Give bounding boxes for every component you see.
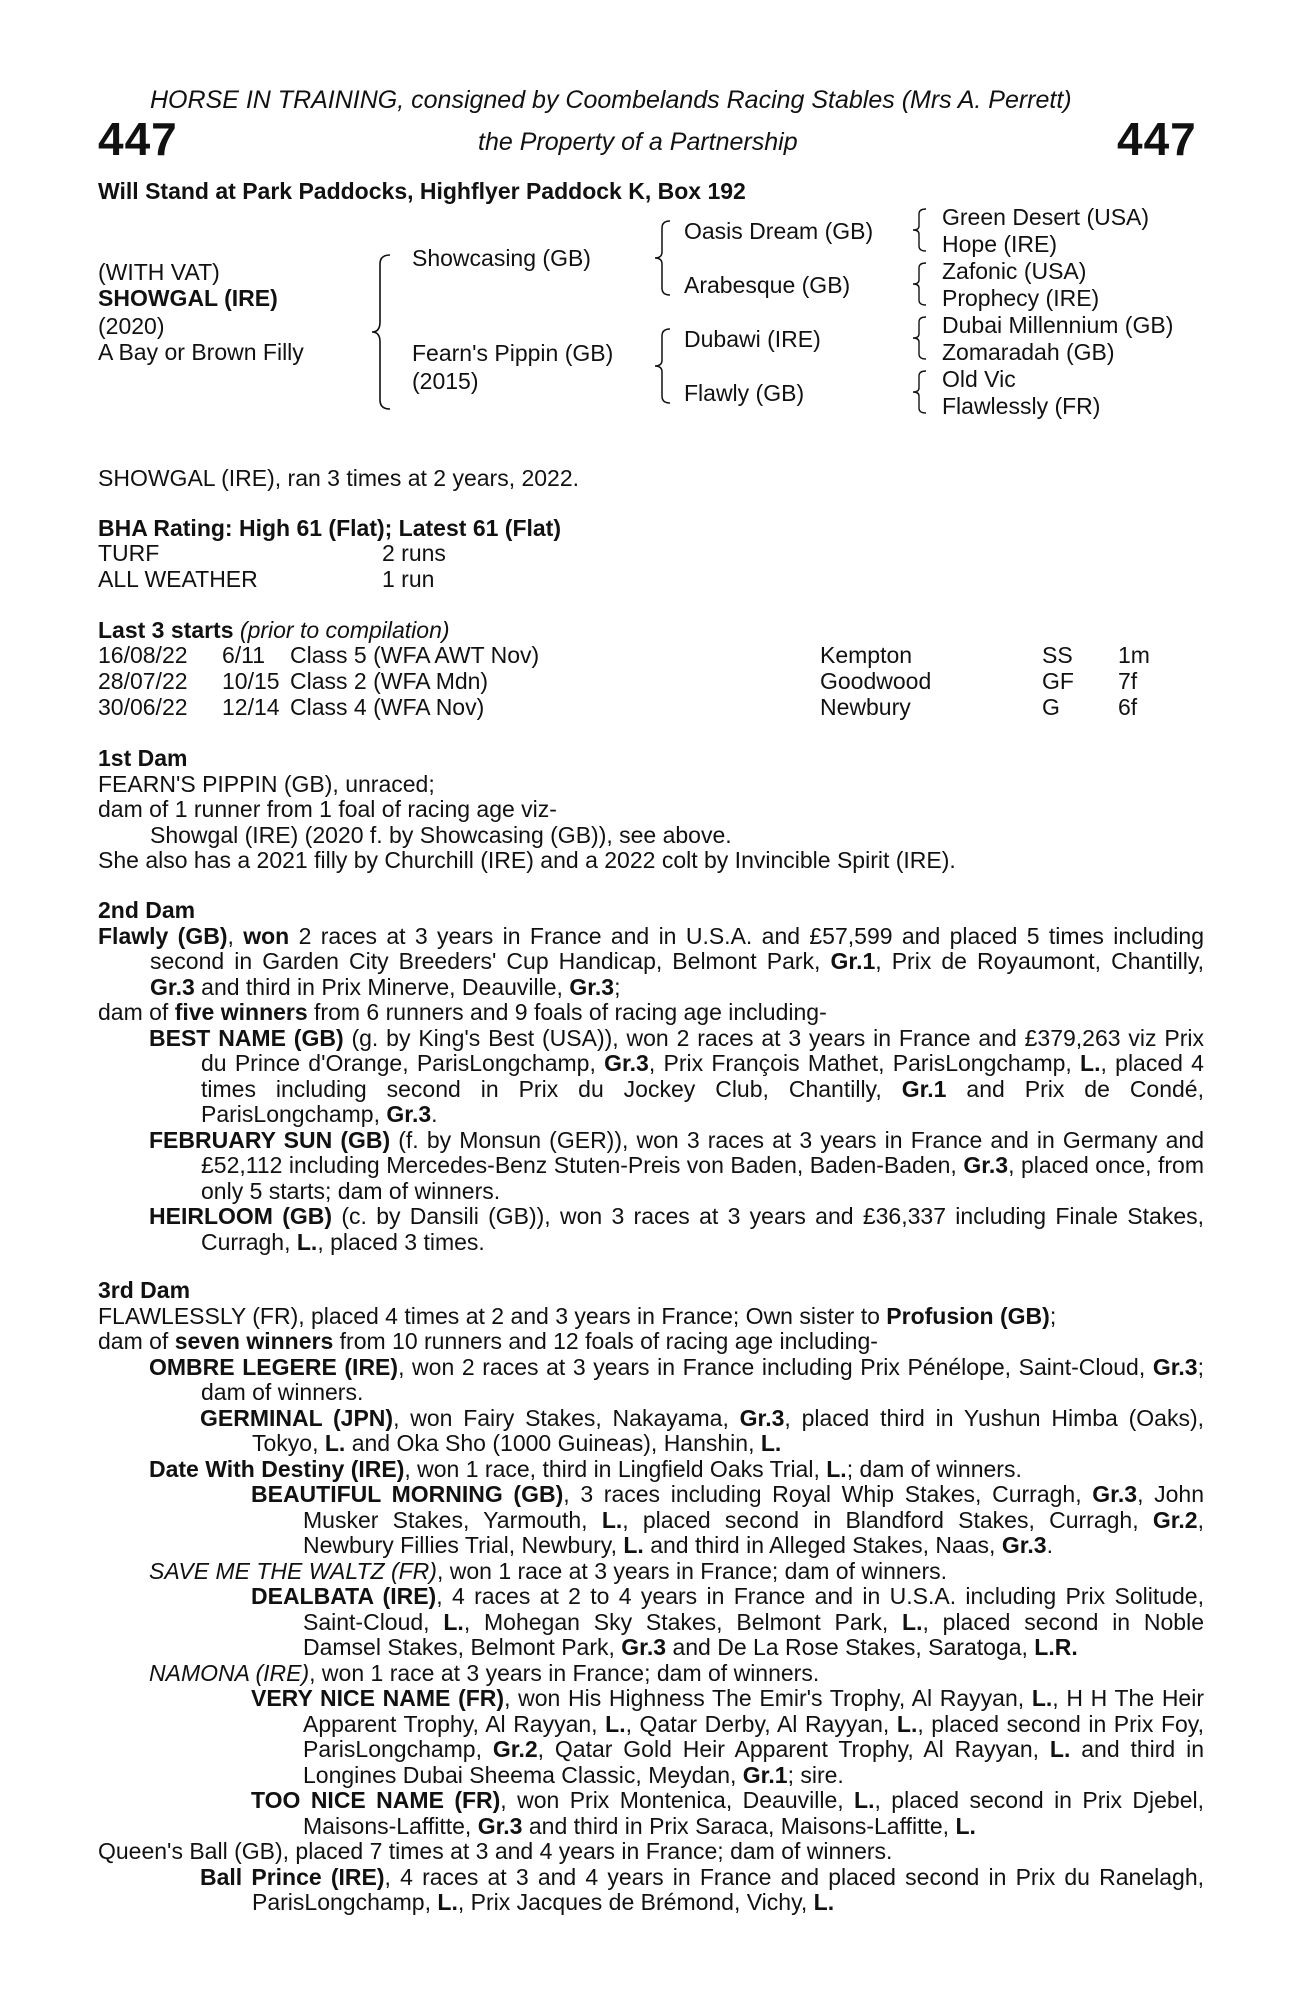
february-sun-text-b: , placed once, from only 5 starts; dam of winners. xyxy=(201,1152,1204,1204)
ball-prince-text-b: , Prix Jacques de Brémond, Vichy, xyxy=(457,1889,814,1915)
beautiful-morning-text-b: , John Musker Stakes, Yarmouth, xyxy=(303,1481,1205,1533)
start-2-date: 28/07/22 xyxy=(98,668,188,694)
too-nice-name-listed-a: L. xyxy=(854,1787,875,1813)
second-dam-flawly xyxy=(98,924,1204,1001)
start-3-dist: 6f xyxy=(1118,694,1138,720)
dealbata-text-c: , placed second in Noble Damsel Stakes, Belmont Park, xyxy=(303,1608,1204,1660)
last-starts-heading xyxy=(98,618,450,644)
flawlessly-text: FLAWLESSLY (FR), placed 4 times at 2 and 3 years in France; Own sister to xyxy=(98,1302,887,1329)
start-1-pos: 6/11 xyxy=(222,642,266,668)
flawly-comma: , xyxy=(227,922,244,949)
date-with-destiny-listed: L. xyxy=(826,1455,847,1482)
very-nice-name-entry xyxy=(98,1686,1204,1788)
very-nice-name-text-a: , won His Highness The Emir's Trophy, Al Rayyan, xyxy=(504,1685,1032,1711)
february-sun-gr3: Gr.3 xyxy=(963,1152,1009,1178)
start-1-race: Class 5 (WFA AWT Nov) xyxy=(290,642,540,668)
pedigree-ggp-2: Hope (IRE) xyxy=(942,231,1058,257)
queens-ball-text: Queen's Ball (GB), placed 7 times at 3 and 4 years in France; dam of winners. xyxy=(98,1838,893,1864)
start-1-date: 16/08/22 xyxy=(98,642,188,668)
too-nice-name-name: TOO NICE NAME (FR) xyxy=(251,1787,501,1813)
pedigree-brace-2 xyxy=(652,218,674,298)
heirloom-text-b: , placed 3 times. xyxy=(317,1228,485,1255)
best-name-text-d: and Prix de Condé, ParisLongchamp, xyxy=(201,1075,1204,1127)
pedigree-brace-4 xyxy=(910,206,930,254)
race-summary: SHOWGAL (IRE), ran 3 times at 2 years, 2022. xyxy=(98,465,580,491)
namona-entry xyxy=(98,1661,1204,1687)
queens-ball-entry xyxy=(98,1839,1204,1865)
rating-surface-turf: TURF xyxy=(98,540,160,566)
flawly-text-c: and third in Prix Minerve, Deauville, xyxy=(194,973,570,1000)
germinal-entry xyxy=(98,1406,1204,1457)
germinal-listed-b: L. xyxy=(760,1430,782,1456)
flawly-gr1: Gr.1 xyxy=(830,948,876,974)
too-nice-name-text-b: , placed second in Prix Djebel, Maisons-Laffitte, xyxy=(303,1787,1204,1839)
ball-prince-listed-b: L. xyxy=(813,1889,835,1915)
pedigree-brace-7 xyxy=(910,368,930,416)
first-dam-line-4: She also has a 2021 filly by Churchill (IRE) and a 2022 colt by Invincible Spirit (IRE). xyxy=(98,847,956,873)
namona-text: , won 1 race at 3 years in France; dam of winners. xyxy=(309,1659,820,1686)
very-nice-name-gr1: Gr.1 xyxy=(742,1761,788,1788)
germinal-listed-a: L. xyxy=(324,1430,346,1456)
very-nice-name-text-g: ; sire. xyxy=(787,1761,844,1788)
third-dam-dam-of xyxy=(98,1329,1204,1355)
flawly-won: won xyxy=(243,922,290,949)
flawly-gr3-b: Gr.3 xyxy=(569,973,615,1000)
second-dam-title: 2nd Dam xyxy=(98,897,196,923)
dam-of-text-b: from 6 runners and 9 foals of racing age including- xyxy=(307,999,827,1025)
lot-number-right: 447 xyxy=(1117,113,1197,165)
best-name-listed: L. xyxy=(1080,1050,1101,1076)
too-nice-name-gr3: Gr.3 xyxy=(477,1812,523,1839)
beautiful-morning-dot: . xyxy=(1046,1532,1053,1558)
ombre-legere-text-a: , won 2 races at 3 years in France including Prix Pénélope, Saint-Cloud, xyxy=(398,1353,1153,1380)
dealbata-text-a: , 4 races at 2 to 4 years in France and in U.S.A. including Prix Solitude, Saint-Cloud, xyxy=(303,1583,1204,1635)
start-2-course: Goodwood xyxy=(820,668,932,694)
first-dam-section xyxy=(98,746,1204,874)
heirloom-listed: L. xyxy=(296,1228,318,1255)
best-name-gr1: Gr.1 xyxy=(901,1075,947,1102)
flawly-text-a: 2 races at 3 years in France and in U.S.A. and £57,599 and placed 5 times including second in Garden City Breeders' Cup Handicap, Belmont Park, xyxy=(150,922,1204,974)
heirloom-text-a: (c. by Dansili (GB)), won 3 races at 3 years and £36,337 including Finale Stakes, Curragh, xyxy=(201,1203,1205,1255)
beautiful-morning-text-c: , placed second in Blandford Stakes, Curragh, xyxy=(622,1506,1153,1533)
beautiful-morning-listed-a: L. xyxy=(601,1506,623,1533)
dealbata-entry xyxy=(98,1584,1204,1661)
pedigree-sire-sire: Oasis Dream (GB) xyxy=(684,218,874,244)
best-name-gr3-a: Gr.3 xyxy=(604,1050,649,1076)
start-3-race: Class 4 (WFA Nov) xyxy=(290,694,485,720)
pedigree-ggp-1: Green Desert (USA) xyxy=(942,204,1150,230)
pedigree-ggp-3: Zafonic (USA) xyxy=(942,258,1087,284)
ombre-legere-entry xyxy=(98,1355,1204,1406)
beautiful-morning-listed-b: L. xyxy=(623,1532,644,1558)
too-nice-name-text-c: and third in Prix Saraca, Maisons-Laffitte, xyxy=(522,1812,956,1839)
beautiful-morning-entry xyxy=(98,1482,1204,1559)
best-name-gr3-b: Gr.3 xyxy=(386,1101,432,1127)
pedigree-ggp-8: Flawlessly (FR) xyxy=(942,393,1101,419)
horse-year: (2020) xyxy=(98,313,165,339)
date-with-destiny-name: Date With Destiny (IRE) xyxy=(149,1455,405,1482)
vat-label: (WITH VAT) xyxy=(98,259,220,285)
horse-name: SHOWGAL (IRE) xyxy=(98,285,278,311)
dealbata-text-d: and De La Rose Stakes, Saratoga, xyxy=(666,1634,1035,1660)
germinal-text-b: , placed third in Yushun Himba (Oaks), Tokyo, xyxy=(252,1404,1204,1456)
ball-prince-listed-a: L. xyxy=(437,1889,458,1915)
pedigree-dam-dam: Flawly (GB) xyxy=(684,380,805,406)
heirloom-name: HEIRLOOM (GB) xyxy=(149,1203,333,1229)
date-with-destiny-entry xyxy=(98,1457,1204,1483)
lot-number-left: 447 xyxy=(98,113,178,165)
dealbata-lr: L.R. xyxy=(1034,1634,1078,1660)
best-name-entry xyxy=(98,1026,1204,1128)
ombre-legere-name: OMBRE LEGERE (IRE) xyxy=(149,1353,399,1380)
february-sun-entry xyxy=(98,1128,1204,1205)
start-1-course: Kempton xyxy=(820,642,913,668)
pedigree-ggp-5: Dubai Millennium (GB) xyxy=(942,312,1174,338)
second-dam-section xyxy=(98,898,1204,1255)
pedigree-brace-6 xyxy=(910,314,930,362)
very-nice-name-text-f: and third in Longines Dubai Sheema Classic, Meydan, xyxy=(303,1736,1204,1788)
beautiful-morning-gr3-b: Gr.3 xyxy=(1001,1532,1047,1558)
pedigree-ggp-4: Prophecy (IRE) xyxy=(942,285,1100,311)
best-name-text-a: (g. by King's Best (USA)), won 2 races at 3 years in France and £379,263 viz Prix du Prince d'Orange, ParisLongchamp, xyxy=(201,1024,1204,1076)
profusion-name: Profusion (GB) xyxy=(886,1302,1050,1329)
flawly-text-d: ; xyxy=(614,973,621,1000)
flawly-text-b: , Prix de Royaumont, Chantilly, xyxy=(875,948,1204,974)
dealbata-gr3: Gr.3 xyxy=(621,1634,667,1660)
last-starts-title: Last 3 starts xyxy=(98,617,234,643)
february-sun-name: FEBRUARY SUN (GB) xyxy=(149,1126,391,1153)
five-winners: five winners xyxy=(174,999,308,1025)
start-2-dist: 7f xyxy=(1118,668,1138,694)
first-dam-line-2: dam of 1 runner from 1 foal of racing age viz- xyxy=(98,796,557,822)
very-nice-name-listed-b: L. xyxy=(605,1710,626,1737)
flawly-gr3-a: Gr.3 xyxy=(150,973,195,1000)
rating-runs-turf: 2 runs xyxy=(382,540,446,566)
save-me-the-waltz-name: SAVE ME THE WALTZ (FR) xyxy=(149,1557,437,1584)
germinal-text-a: , won Fairy Stakes, Nakayama, xyxy=(393,1404,740,1431)
very-nice-name-text-c: , Qatar Derby, Al Rayyan, xyxy=(625,1710,897,1737)
too-nice-name-listed-b: L. xyxy=(955,1812,976,1839)
start-3-course: Newbury xyxy=(820,694,911,720)
pedigree-dam-sire: Dubawi (IRE) xyxy=(684,326,821,352)
start-2-going: GF xyxy=(1042,668,1074,694)
pedigree-sire: Showcasing (GB) xyxy=(412,245,591,271)
best-name-name: BEST NAME (GB) xyxy=(149,1024,344,1051)
start-3-date: 30/06/22 xyxy=(98,694,188,720)
pedigree-dam: Fearn's Pippin (GB) xyxy=(412,340,614,366)
namona-name: NAMONA (IRE) xyxy=(149,1659,310,1686)
save-me-the-waltz-entry xyxy=(98,1559,1204,1585)
start-3-going: G xyxy=(1042,694,1060,720)
february-sun-text-a: (f. by Monsun (GER)), won 3 races at 3 years in France and in Germany and £52,112 including Mercedes-Benz Stuten-Preis von Baden, Baden-Baden, xyxy=(201,1126,1205,1178)
pedigree-dam-year: (2015) xyxy=(412,368,479,394)
ball-prince-entry xyxy=(98,1865,1204,1916)
pedigree-brace-1 xyxy=(368,252,398,412)
beautiful-morning-text-e: and third in Alleged Stakes, Naas, xyxy=(643,1532,1002,1558)
too-nice-name-text-a: , won Prix Montenica, Deauville, xyxy=(500,1787,855,1813)
germinal-text-c: and Oka Sho (1000 Guineas), Hanshin, xyxy=(345,1430,761,1456)
pedigree-ggp-7: Old Vic xyxy=(942,366,1016,392)
first-dam-line-3: Showgal (IRE) (2020 f. by Showcasing (GB)), see above. xyxy=(150,821,732,848)
consignor-line: HORSE IN TRAINING, consigned by Coombelands Racing Stables (Mrs A. Perrett) xyxy=(150,86,1072,114)
heirloom-entry xyxy=(98,1204,1204,1255)
seven-winners: seven winners xyxy=(174,1328,334,1354)
pedigree-brace-5 xyxy=(910,260,930,308)
very-nice-name-text-d: , placed second in Prix Foy, ParisLongchamp, xyxy=(303,1710,1204,1762)
start-3-pos: 12/14 xyxy=(222,694,280,720)
beautiful-morning-text-a: , 3 races including Royal Whip Stakes, Curragh, xyxy=(563,1481,1093,1507)
best-name-text-b: , Prix François Mathet, ParisLongchamp, xyxy=(648,1050,1081,1076)
ombre-legere-gr3: Gr.3 xyxy=(1152,1353,1198,1380)
beautiful-morning-gr2: Gr.2 xyxy=(1152,1506,1198,1533)
third-dam-section xyxy=(98,1278,1204,1916)
beautiful-morning-gr3-a: Gr.3 xyxy=(1092,1481,1138,1507)
beautiful-morning-text-d: , Newbury Fillies Trial, Newbury, xyxy=(303,1506,1204,1558)
very-nice-name-listed-c: L. xyxy=(896,1710,918,1737)
very-nice-name-name: VERY NICE NAME (FR) xyxy=(251,1685,505,1711)
save-me-the-waltz-text: , won 1 race at 3 years in France; dam of winners. xyxy=(436,1557,948,1584)
ball-prince-name: Ball Prince (IRE) xyxy=(200,1863,385,1890)
first-dam-title: 1st Dam xyxy=(98,745,188,771)
pedigree-sire-dam: Arabesque (GB) xyxy=(684,272,851,298)
stand-location: Will Stand at Park Paddocks, Highflyer Paddock K, Box 192 xyxy=(98,178,746,204)
bha-rating: BHA Rating: High 61 (Flat); Latest 61 (Flat) xyxy=(98,515,561,541)
third-dam-title: 3rd Dam xyxy=(98,1277,191,1303)
very-nice-name-text-b: , H H The Heir Apparent Trophy, Al Rayyan, xyxy=(303,1685,1204,1737)
date-with-destiny-text-a: , won 1 race, third in Lingfield Oaks Trial, xyxy=(404,1455,827,1482)
date-with-destiny-text-b: ; dam of winners. xyxy=(846,1455,1022,1482)
rating-runs-aw: 1 run xyxy=(382,566,435,592)
very-nice-name-gr2: Gr.2 xyxy=(492,1736,538,1762)
pedigree-ggp-6: Zomaradah (GB) xyxy=(942,339,1115,365)
dealbata-listed-a: L. xyxy=(443,1608,464,1635)
flawly-name: Flawly (GB) xyxy=(98,922,228,949)
beautiful-morning-name: BEAUTIFUL MORNING (GB) xyxy=(251,1481,564,1507)
rating-surface-aw: ALL WEATHER xyxy=(98,566,258,592)
flawlessly-line xyxy=(98,1304,1204,1330)
first-dam-line-1: FEARN'S PIPPIN (GB), unraced; xyxy=(98,770,435,797)
property-line: the Property of a Partnership xyxy=(478,128,798,156)
very-nice-name-listed-d: L. xyxy=(1049,1736,1071,1762)
start-2-pos: 10/15 xyxy=(222,668,280,694)
dealbata-text-b: , Mohegan Sky Stakes, Belmont Park, xyxy=(463,1608,903,1635)
pedigree-brace-3 xyxy=(652,326,674,406)
dam3-of-text-b: from 10 runners and 12 foals of racing age including- xyxy=(333,1328,878,1354)
best-name-text-c: , placed 4 times including second in Prix du Jockey Club, Chantilly, xyxy=(201,1050,1204,1102)
flawlessly-semi: ; xyxy=(1049,1302,1057,1329)
very-nice-name-text-e: , Qatar Gold Heir Apparent Trophy, Al Rayyan, xyxy=(537,1736,1050,1762)
dealbata-listed-b: L. xyxy=(902,1608,923,1635)
best-name-dot: . xyxy=(431,1101,438,1127)
dam-of-text-a: dam of xyxy=(98,999,175,1025)
germinal-name: GERMINAL (JPN) xyxy=(200,1404,394,1431)
start-2-race: Class 2 (WFA Mdn) xyxy=(290,668,489,694)
second-dam-dam-of xyxy=(98,1000,1204,1026)
dam3-of-text-a: dam of xyxy=(98,1328,175,1354)
dealbata-name: DEALBATA (IRE) xyxy=(251,1583,437,1609)
too-nice-name-entry xyxy=(98,1788,1204,1839)
ombre-legere-text-b: ; dam of winners. xyxy=(201,1353,1204,1405)
ball-prince-text-a: , 4 races at 3 and 4 years in France and placed second in Prix du Ranelagh, ParisLongchamp, xyxy=(252,1863,1204,1915)
last-starts-note: (prior to compilation) xyxy=(239,617,450,643)
start-1-going: SS xyxy=(1042,642,1073,668)
very-nice-name-listed-a: L. xyxy=(1031,1685,1053,1711)
horse-description: A Bay or Brown Filly xyxy=(98,339,304,365)
start-1-dist: 1m xyxy=(1118,642,1150,668)
germinal-gr3: Gr.3 xyxy=(739,1404,785,1431)
